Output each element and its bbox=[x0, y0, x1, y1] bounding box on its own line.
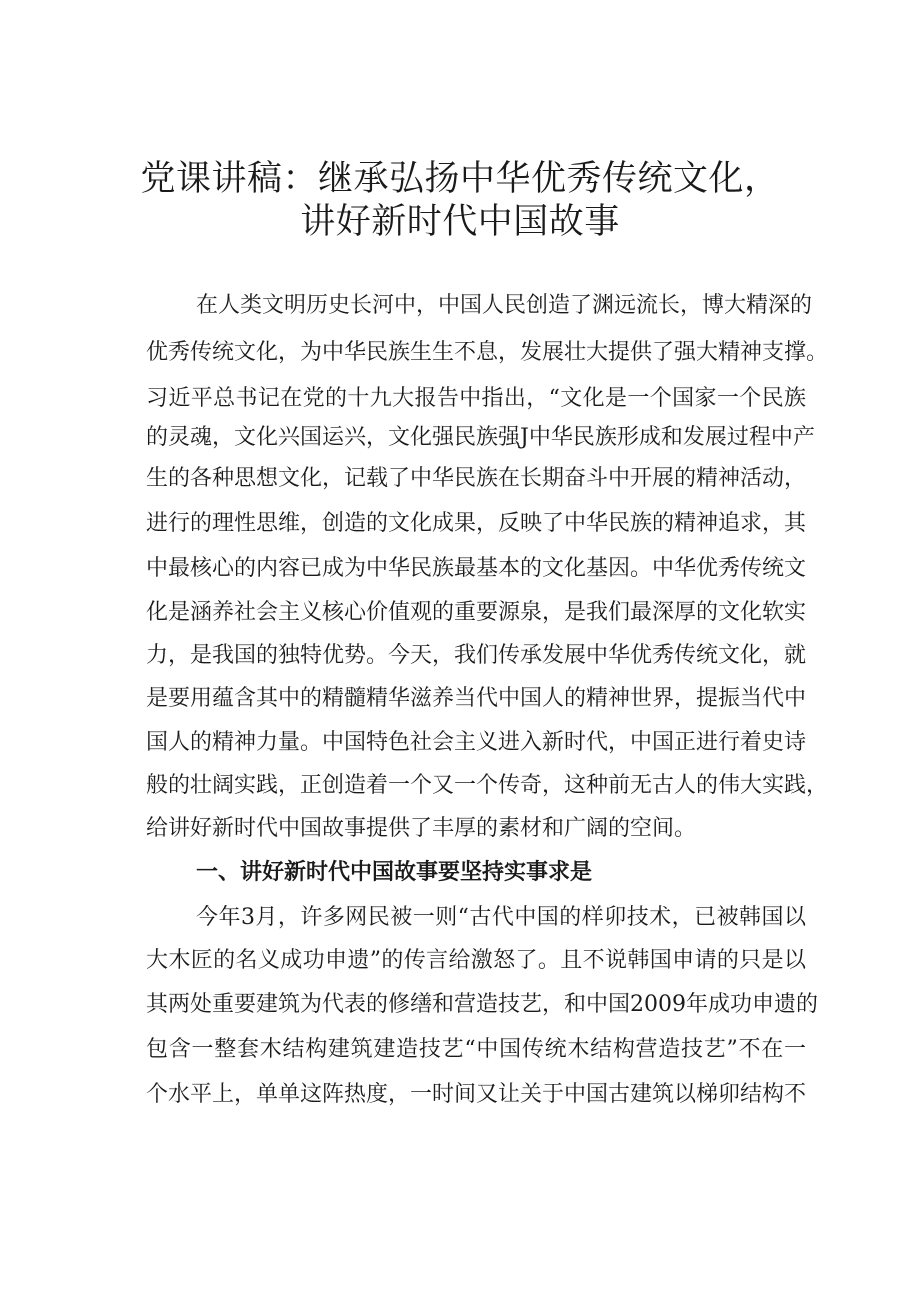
paragraph-line: 其两处重要建筑为代表的修缮和营造技艺，和中国2009年成功申遗的 bbox=[146, 992, 818, 1017]
paragraph-line: 生的各种思想文化，记载了中华民族在长期奋斗中开展的精神活动， bbox=[146, 466, 807, 491]
paragraph-line: 个水平上，单单这阵热度，一时间又让关于中国古建筑以梯卯结构不 bbox=[146, 1082, 807, 1107]
paragraph-line: 优秀传统文化，为中华民族生生不息，发展壮大提供了强大精神支撑。 bbox=[146, 340, 829, 365]
document-title-line-1: 党课讲稿：继承弘扬中华优秀传统文化， bbox=[140, 159, 780, 199]
paragraph-line: 大木匠的名义成功申遗”的传言给激怒了。且不说韩国申请的只是以 bbox=[146, 948, 806, 973]
paragraph-line: 进行的理性思维，创造的文化成果，反映了中华民族的精神追求，其 bbox=[146, 511, 807, 536]
paragraph-line: 般的壮阔实践，正创造着一个又一个传奇，这种前无古人的伟大实践， bbox=[146, 773, 829, 798]
paragraph-line: 是要用蕴含其中的精髓精华滋养当代中国人的精神世界，提振当代中 bbox=[146, 686, 807, 711]
paragraph-line: 的灵魂，文化兴国运兴，文化强民族强J中华民族形成和发展过程中产 bbox=[146, 425, 815, 450]
paragraph-line: 在人类文明历史长河中，中国人民创造了渊远流长，博大精深的 bbox=[196, 293, 813, 318]
paragraph-line: 力，是我国的独特优势。今天，我们传承发展中华优秀传统文化，就 bbox=[146, 643, 807, 668]
paragraph-line: 化是涵养社会主义核心价值观的重要源泉，是我们最深厚的文化软实 bbox=[146, 600, 807, 625]
paragraph-line: 给讲好新时代中国故事提供了丰厚的素材和广阔的空间。 bbox=[146, 816, 697, 841]
section-heading: 一、讲好新时代中国故事要坚持实事求是 bbox=[196, 860, 593, 885]
document-title-line-2: 讲好新时代中国故事 bbox=[300, 202, 620, 242]
paragraph-line: 包含一整套木结构建筑建造技艺“中国传统木结构营造技艺”不在一 bbox=[146, 1037, 806, 1062]
paragraph-line: 习近平总书记在党的十九大报告中指出，“文化是一个国家一个民族 bbox=[146, 386, 806, 411]
paragraph-line: 中最核心的内容已成为中华民族最基本的文化基因。中华优秀传统文 bbox=[146, 556, 807, 581]
paragraph-line: 今年3月，许多网民被一则“古代中国的样卯技术，已被韩国以 bbox=[196, 905, 806, 930]
paragraph-line: 国人的精神力量。中国特色社会主义进入新时代，中国正进行着史诗 bbox=[146, 730, 807, 755]
